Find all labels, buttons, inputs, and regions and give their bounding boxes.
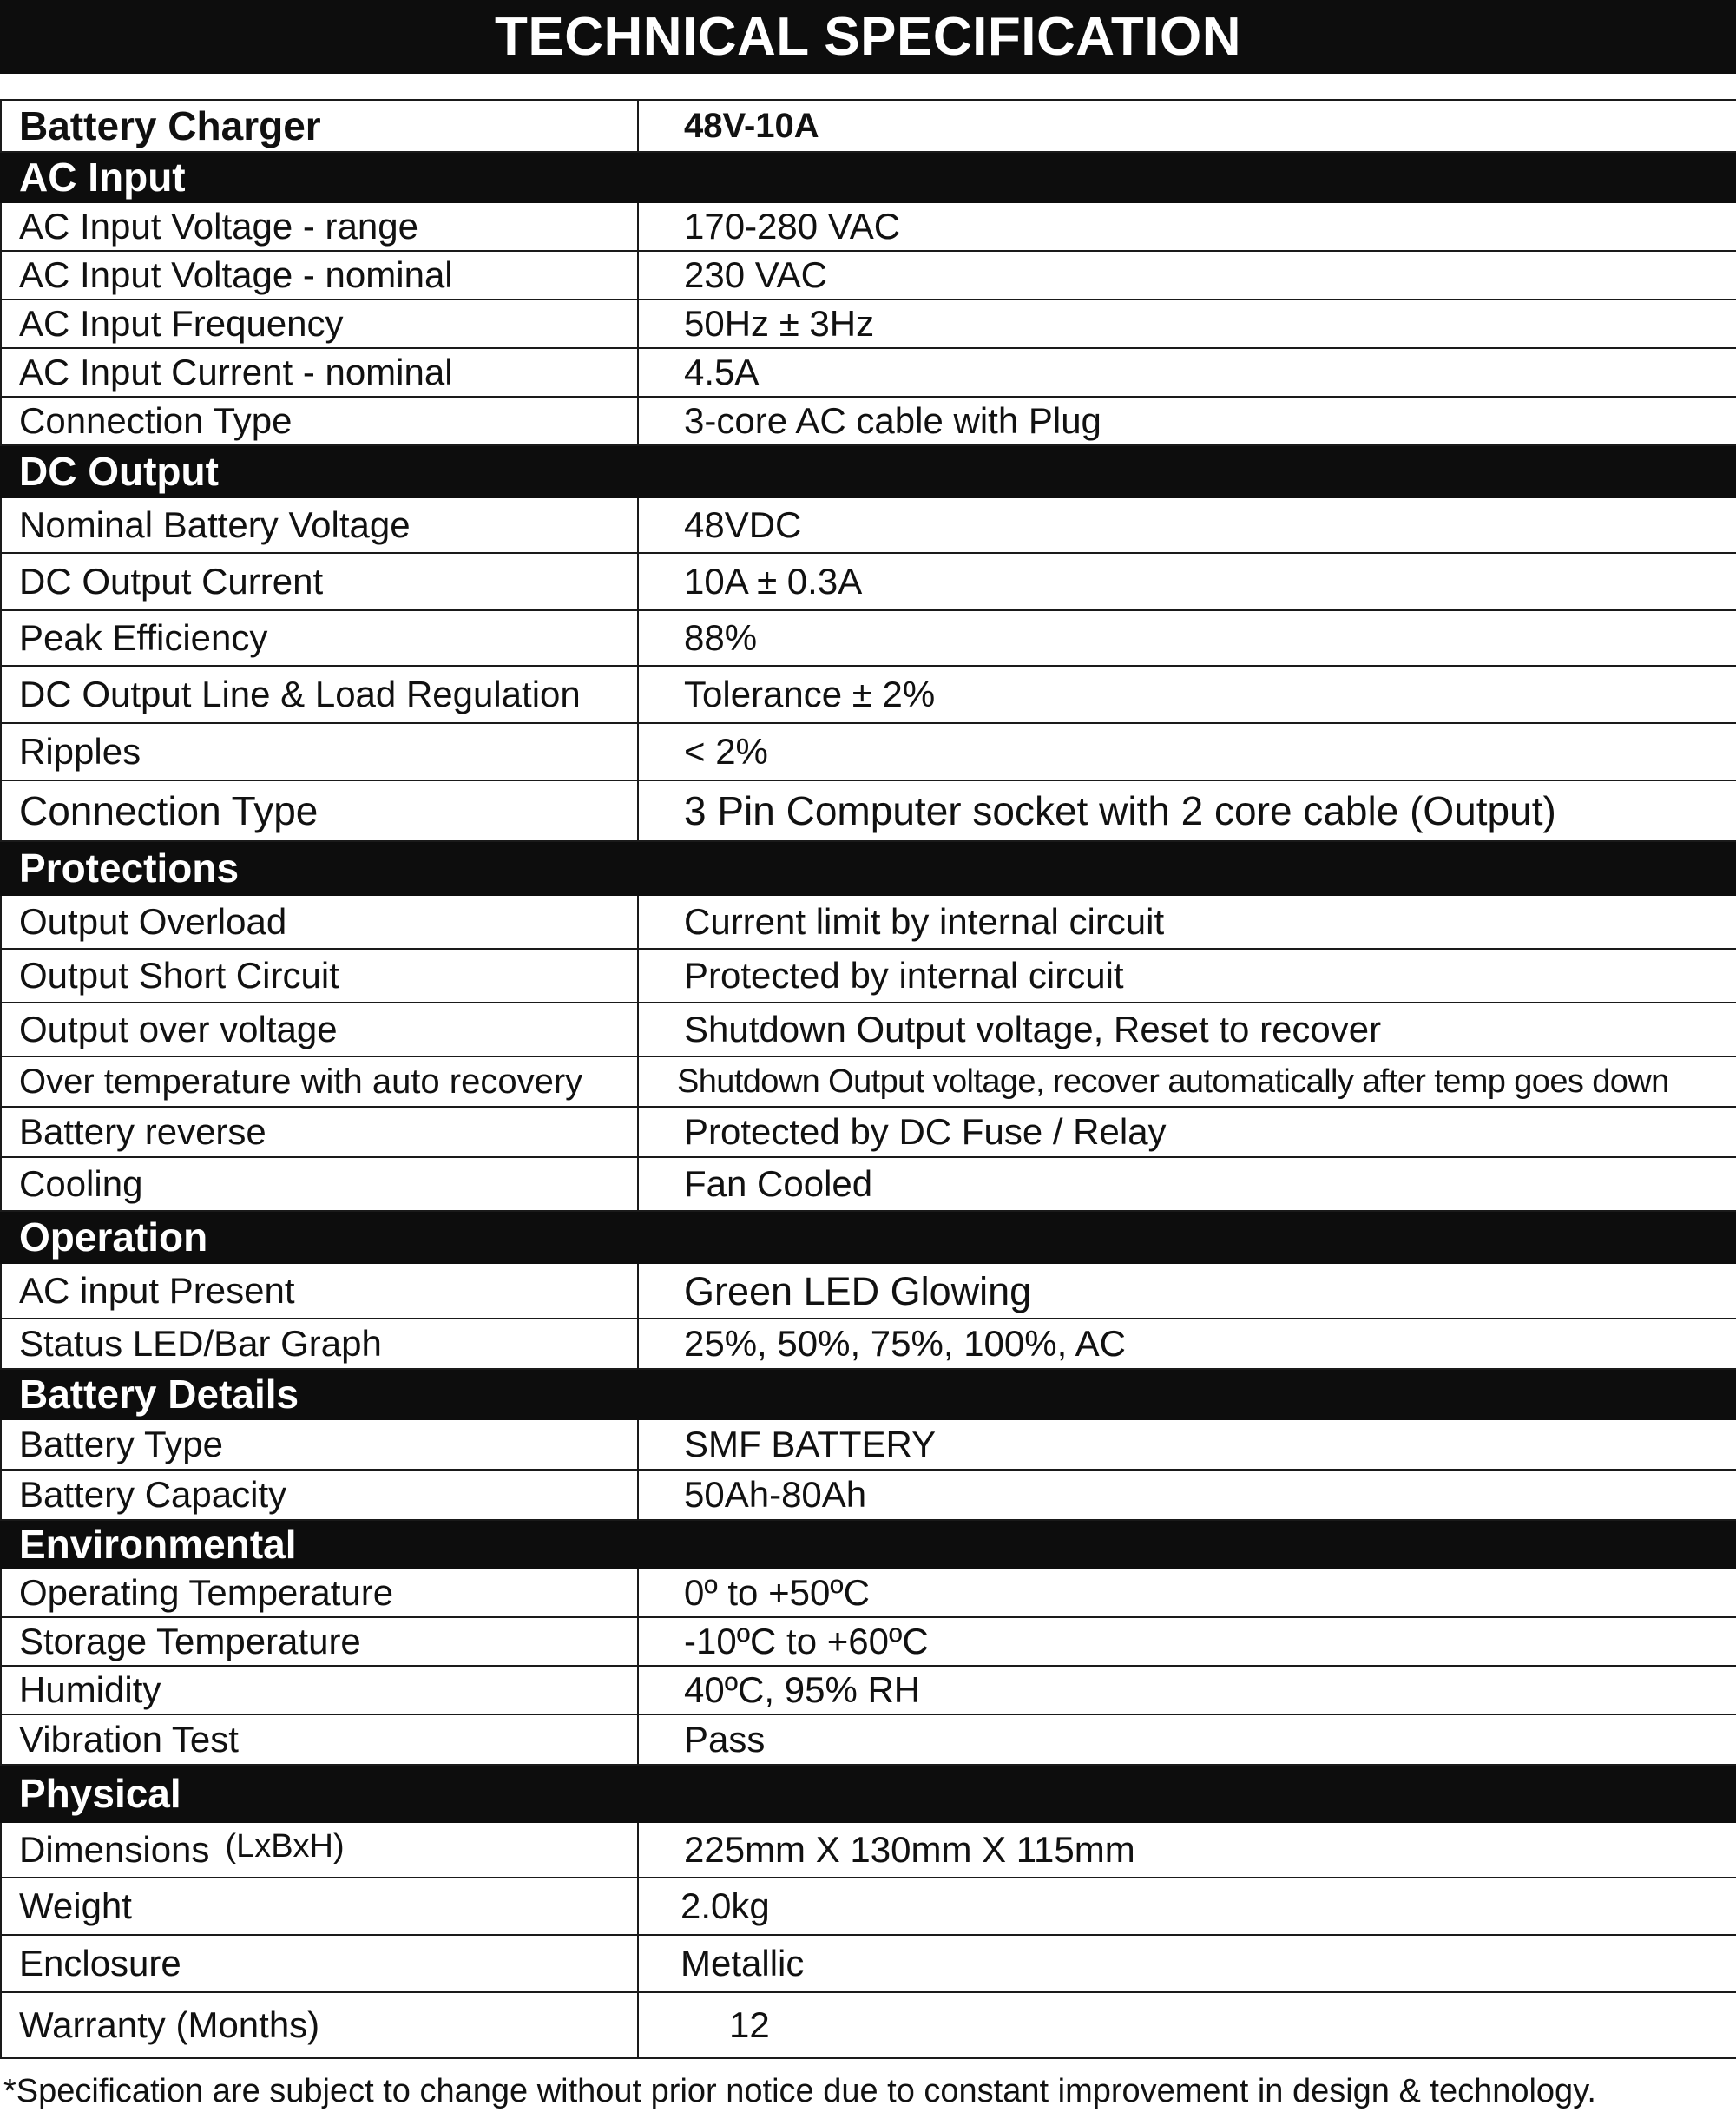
spec-value: Green LED Glowing <box>638 1263 1736 1319</box>
section-battery-details <box>1 1369 1736 1419</box>
spec-label: Connection Type <box>1 397 638 445</box>
spec-value: 10A ± 0.3A <box>638 553 1736 610</box>
table-row <box>1 1319 1736 1369</box>
table-row <box>1 348 1736 397</box>
spec-label: Peak Efficiency <box>1 610 638 666</box>
table-row <box>1 202 1736 251</box>
spec-label: Output over voltage <box>1 1003 638 1056</box>
page-title: TECHNICAL SPECIFICATION <box>0 0 1736 74</box>
table-row <box>1 1569 1736 1617</box>
spec-value: 88% <box>638 610 1736 666</box>
spec-label: AC Input Voltage - nominal <box>1 251 638 299</box>
product-label: Battery Charger <box>1 100 638 152</box>
table-row <box>1 1878 1736 1935</box>
spec-table <box>0 99 1736 2059</box>
spec-value: 48VDC <box>638 497 1736 553</box>
table-row <box>1 1822 1736 1878</box>
spec-label: Cooling <box>1 1157 638 1211</box>
table-row <box>1 1617 1736 1666</box>
spec-label: AC input Present <box>1 1263 638 1319</box>
table-row <box>1 1003 1736 1056</box>
spec-label: AC Input Frequency <box>1 299 638 348</box>
spec-value: 3 Pin Computer socket with 2 core cable (Output) <box>638 780 1736 841</box>
table-row <box>1 780 1736 841</box>
table-row <box>1 1666 1736 1714</box>
section-protections <box>1 841 1736 895</box>
table-row <box>1 397 1736 445</box>
spec-label: Vibration Test <box>1 1714 638 1765</box>
spec-label: Warranty (Months) <box>1 1992 638 2058</box>
product-row <box>1 100 1736 152</box>
spec-label: Humidity <box>1 1666 638 1714</box>
table-row <box>1 1107 1736 1157</box>
spec-label: DC Output Current <box>1 553 638 610</box>
table-row <box>1 666 1736 723</box>
table-row <box>1 610 1736 666</box>
spec-label: Battery reverse <box>1 1107 638 1157</box>
spec-label: DC Output Line & Load Regulation <box>1 666 638 723</box>
table-row <box>1 1714 1736 1765</box>
spec-value: < 2% <box>638 723 1736 780</box>
table-row <box>1 1935 1736 1992</box>
section-title: DC Output <box>1 445 1736 497</box>
table-row <box>1 1419 1736 1470</box>
spec-label: Battery Type <box>1 1419 638 1470</box>
table-row <box>1 1263 1736 1319</box>
spec-value: Shutdown Output voltage, recover automatically after temp goes down <box>638 1056 1736 1107</box>
spec-value: -10ºC to +60ºC <box>638 1617 1736 1666</box>
dimensions-sub-label: (LxBxH) <box>225 1828 345 1865</box>
spec-value: 40ºC, 95% RH <box>638 1666 1736 1714</box>
dimensions-label: Dimensions <box>19 1829 210 1870</box>
table-row <box>1 723 1736 780</box>
spec-value: 225mm X 130mm X 115mm <box>638 1822 1736 1878</box>
spec-label: Output Short Circuit <box>1 949 638 1003</box>
table-row <box>1 895 1736 949</box>
spec-value: Fan Cooled <box>638 1157 1736 1211</box>
spec-value: Metallic <box>638 1935 1736 1992</box>
spec-value: 2.0kg <box>638 1878 1736 1935</box>
spec-label: Nominal Battery Voltage <box>1 497 638 553</box>
spec-value: Tolerance ± 2% <box>638 666 1736 723</box>
section-title: Protections <box>1 841 1736 895</box>
spec-value: 3-core AC cable with Plug <box>638 397 1736 445</box>
spec-value: 12 <box>638 1992 1736 2058</box>
spec-value: Current limit by internal circuit <box>638 895 1736 949</box>
table-row <box>1 949 1736 1003</box>
spec-label: AC Input Voltage - range <box>1 202 638 251</box>
table-row <box>1 251 1736 299</box>
spec-value: 0º to +50ºC <box>638 1569 1736 1617</box>
table-row <box>1 1992 1736 2058</box>
footnote: *Specification are subject to change without prior notice due to constant improvement in design & technology. <box>3 2073 1596 2109</box>
spec-value: 50Ah-80Ah <box>638 1470 1736 1520</box>
spec-value: 4.5A <box>638 348 1736 397</box>
section-title: AC Input <box>1 152 1736 202</box>
spec-label: Weight <box>1 1878 638 1935</box>
spec-value: SMF BATTERY <box>638 1419 1736 1470</box>
spec-label: Ripples <box>1 723 638 780</box>
spec-value: Protected by DC Fuse / Relay <box>638 1107 1736 1157</box>
section-dc-output <box>1 445 1736 497</box>
spec-value: Shutdown Output voltage, Reset to recover <box>638 1003 1736 1056</box>
spec-label: Connection Type <box>1 780 638 841</box>
spec-label: Output Overload <box>1 895 638 949</box>
section-title: Physical <box>1 1765 1736 1822</box>
section-physical <box>1 1765 1736 1822</box>
spec-value: Protected by internal circuit <box>638 949 1736 1003</box>
product-model: 48V-10A <box>638 100 1736 152</box>
spec-label: Over temperature with auto recovery <box>1 1056 638 1107</box>
table-row <box>1 553 1736 610</box>
spec-label: Storage Temperature <box>1 1617 638 1666</box>
table-row <box>1 1470 1736 1520</box>
spec-label: Battery Capacity <box>1 1470 638 1520</box>
section-operation <box>1 1211 1736 1263</box>
section-title: Operation <box>1 1211 1736 1263</box>
spec-value: Pass <box>638 1714 1736 1765</box>
table-row <box>1 1157 1736 1211</box>
spec-value: 170-280 VAC <box>638 202 1736 251</box>
section-title: Battery Details <box>1 1369 1736 1419</box>
section-environmental <box>1 1520 1736 1569</box>
table-row <box>1 299 1736 348</box>
spec-label: Status LED/Bar Graph <box>1 1319 638 1369</box>
section-title: Environmental <box>1 1520 1736 1569</box>
spec-value: 230 VAC <box>638 251 1736 299</box>
spec-label <box>1 1822 638 1878</box>
table-row <box>1 1056 1736 1107</box>
spec-value: 50Hz ± 3Hz <box>638 299 1736 348</box>
section-ac-input <box>1 152 1736 202</box>
spec-value: 25%, 50%, 75%, 100%, AC <box>638 1319 1736 1369</box>
spec-label: Operating Temperature <box>1 1569 638 1617</box>
table-row <box>1 497 1736 553</box>
spec-label: AC Input Current - nominal <box>1 348 638 397</box>
spec-label: Enclosure <box>1 1935 638 1992</box>
